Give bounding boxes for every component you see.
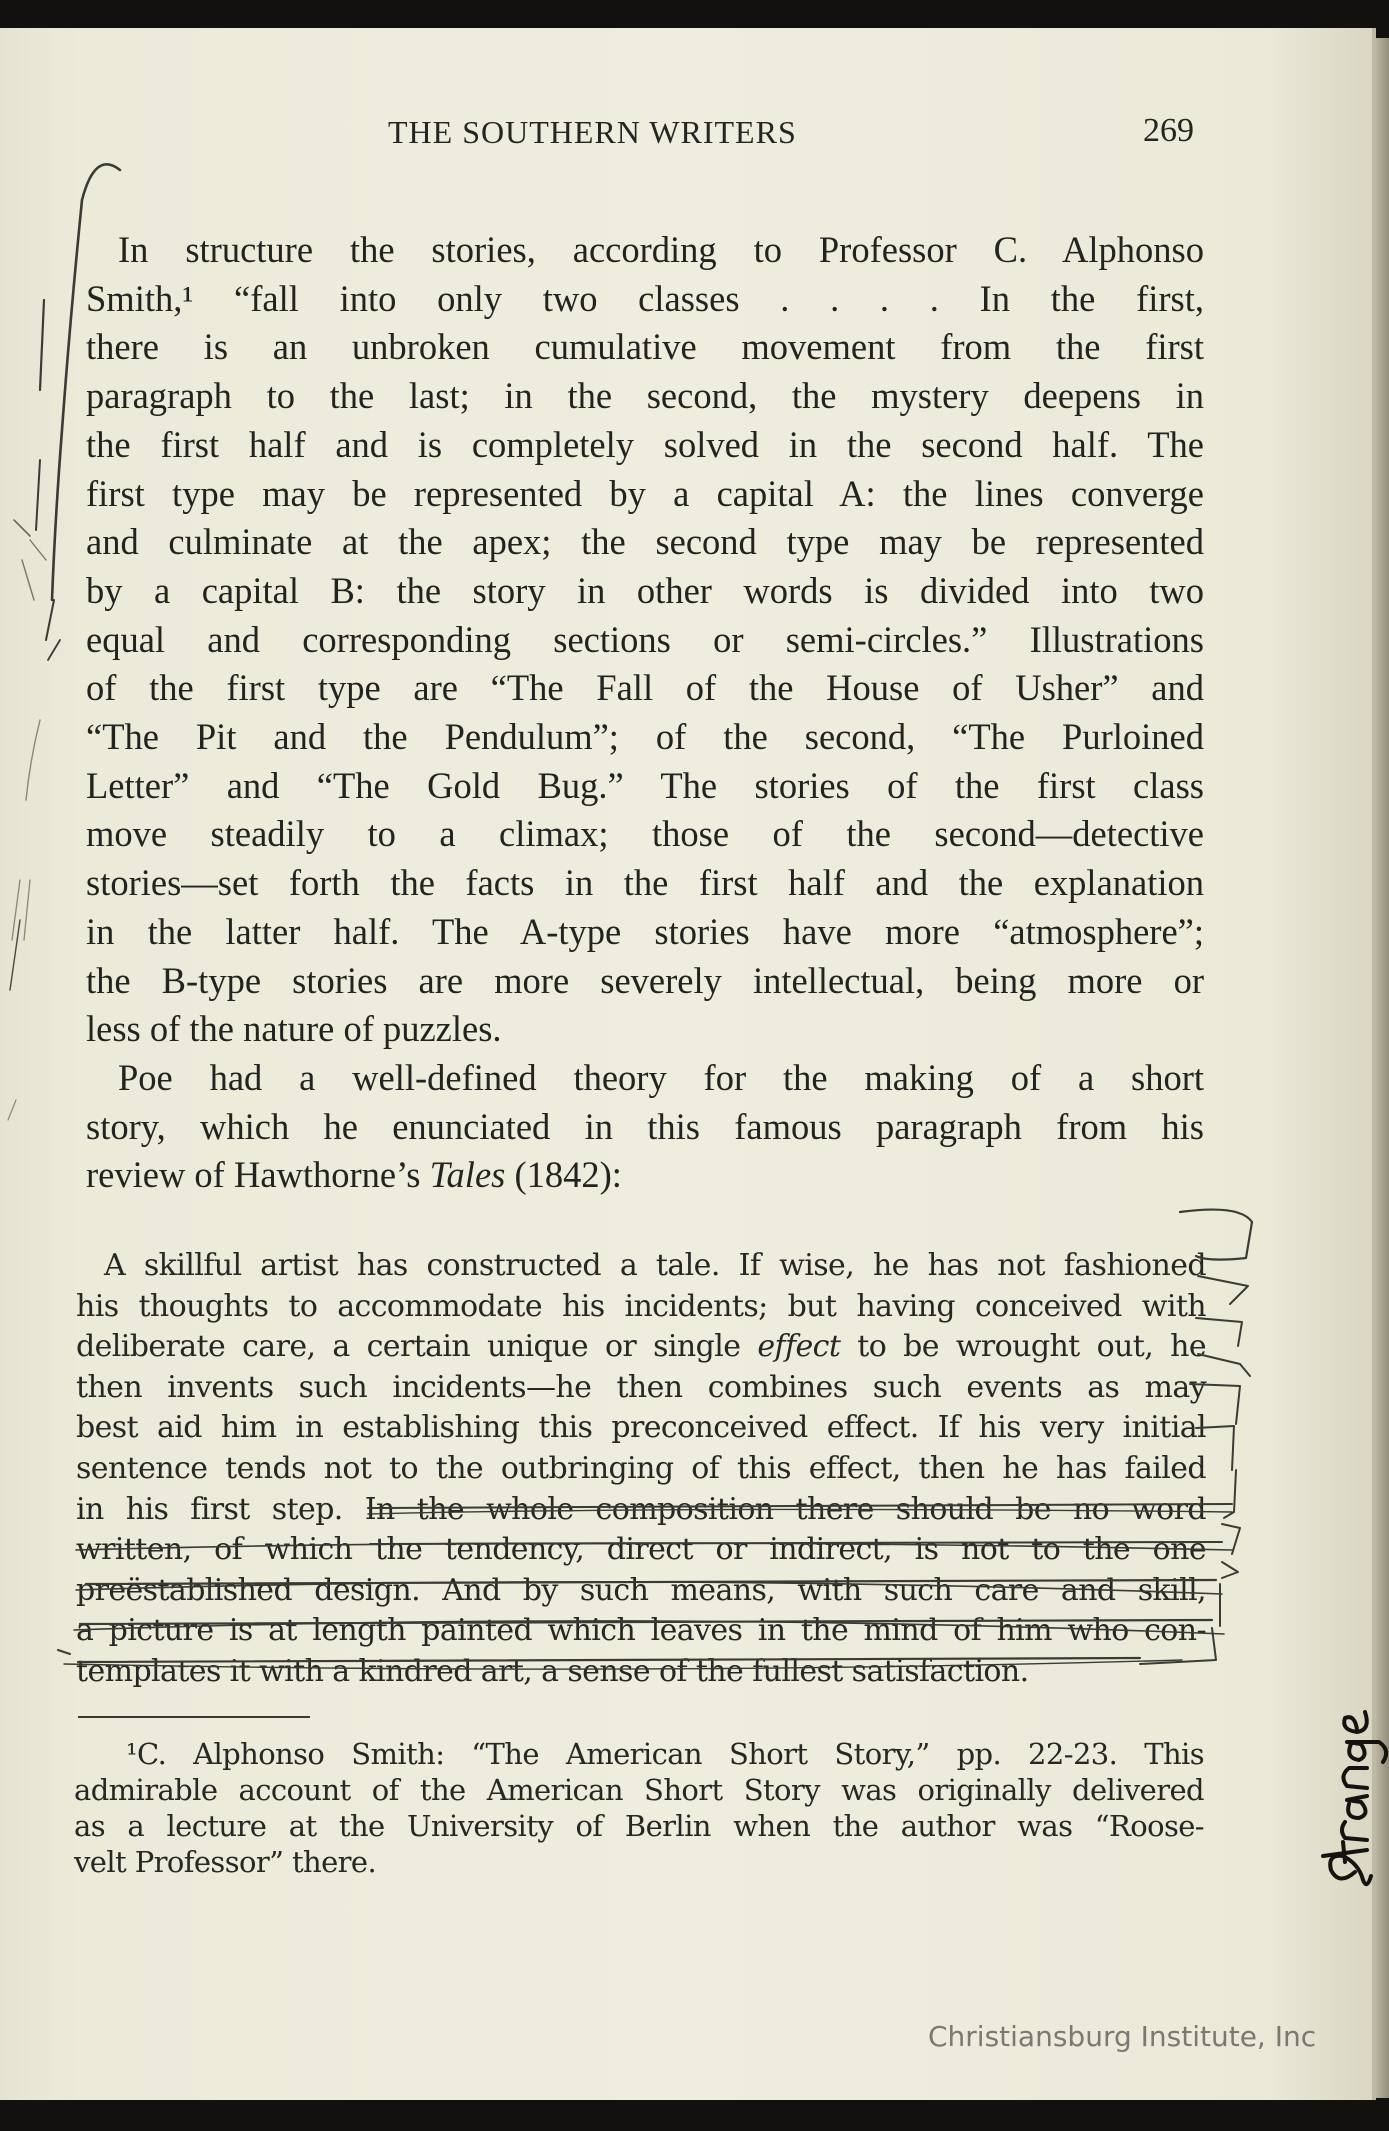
- text-line: of the first type are “The Fall of the House of Usher” and: [86, 667, 1204, 709]
- text-line: paragraph to the last; in the second, the mystery deepens in: [86, 375, 1204, 417]
- quote-line: written, of which the tendency, direct or indirect, is not to the one: [76, 1532, 1206, 1568]
- quote-line: his thoughts to accommodate his incidents; but having conceived with: [76, 1288, 1206, 1324]
- quote-line: a picture is at length painted which leaves in the mind of him who con-: [76, 1613, 1206, 1649]
- text-line: less of the nature of puzzles.: [86, 1008, 502, 1050]
- footnote-line: as a lecture at the University of Berlin when the author was “Roose-: [74, 1809, 1204, 1843]
- quote-line: then invents such incidents—he then combines such events as may: [76, 1369, 1206, 1405]
- text-line: and culminate at the apex; the second type may be represented: [86, 521, 1204, 563]
- text-line: Smith,¹ “fall into only two classes . . . . In the first,: [86, 277, 1204, 319]
- text-line: In structure the stories, according to Professor C. Alphonso: [118, 229, 1204, 270]
- text-line: equal and corresponding sections or semi-circles.” Illustrations: [86, 618, 1204, 660]
- footnote-line: admirable account of the American Short Story was originally delivered: [74, 1773, 1204, 1807]
- italic-word: effect: [757, 1329, 841, 1365]
- footnote-line: velt Professor” there.: [74, 1845, 377, 1879]
- quote-line: best aid him in establishing this preconceived effect. If his very initial: [76, 1410, 1206, 1446]
- text-line: there is an unbroken cumulative movement from the first: [86, 326, 1204, 368]
- block-quote: [76, 1246, 1206, 1693]
- footnote: [74, 1736, 1204, 1880]
- quote-line: deliberate care, a certain unique or single effect to be wrought out, he: [76, 1329, 1206, 1365]
- page-number: 269: [1143, 112, 1194, 149]
- text-line: story, which he enunciated in this famous paragraph from his: [86, 1105, 1204, 1147]
- text-line: first type may be represented by a capital A: the lines converge: [86, 472, 1204, 514]
- text-line: “The Pit and the Pendulum”; of the second, “The Purloined: [86, 716, 1204, 758]
- running-head: THE SOUTHERN WRITERS: [388, 114, 797, 150]
- text-line: stories—set forth the facts in the first half and the explanation: [86, 862, 1204, 904]
- quote-line: in his first step. In the whole composition there should be no word: [76, 1491, 1206, 1527]
- italic-word: Tales: [429, 1154, 506, 1196]
- text-line: Poe had a well-defined theory for the making of a short: [118, 1056, 1204, 1098]
- quote-line: preëstablished design. And by such means, with such care and skill,: [76, 1572, 1206, 1608]
- quote-line: sentence tends not to the outbringing of this effect, then he has failed: [76, 1450, 1206, 1486]
- text-line: in the latter half. The A-type stories have more “atmosphere”;: [86, 910, 1204, 952]
- quote-line: A skillful artist has constructed a tale. If wise, he has not fashioned: [104, 1248, 1206, 1283]
- text-line: the first half and is completely solved in the second half. The: [86, 423, 1204, 465]
- quote-line: templates it with a kindred art, a sense of the fullest satisfaction.: [76, 1653, 1029, 1689]
- text-line: move steadily to a climax; those of the second—detective: [86, 813, 1204, 855]
- text-line: Letter” and “The Gold Bug.” The stories of the first class: [86, 764, 1204, 806]
- text-line: review of Hawthorne’s Tales (1842):: [86, 1154, 622, 1196]
- book-page: [0, 28, 1376, 2100]
- footnote-divider: [78, 1716, 310, 1718]
- main-text: [86, 226, 1204, 1200]
- footnote-line: ¹C. Alphonso Smith: “The American Short Story,” pp. 22-23. This: [126, 1737, 1204, 1771]
- text-line: by a capital B: the story in other words is divided into two: [86, 569, 1204, 611]
- text-line: the B-type stories are more severely intellectual, being more or: [86, 959, 1204, 1001]
- watermark: Christiansburg Institute, Inc: [928, 2020, 1317, 2053]
